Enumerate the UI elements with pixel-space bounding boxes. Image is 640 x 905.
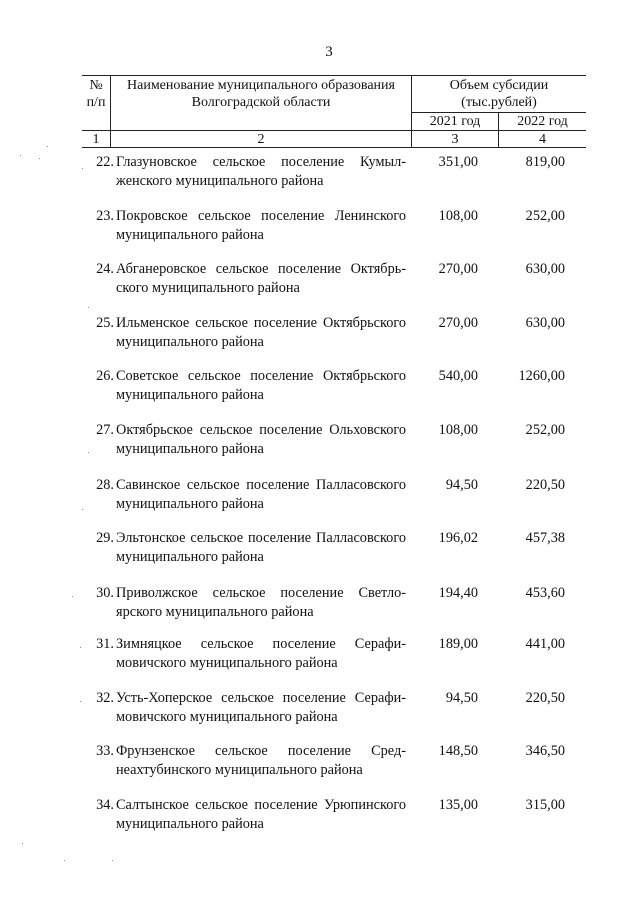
municipality-name xyxy=(116,153,406,191)
table-header xyxy=(82,75,586,147)
subsidy-2021: 189,00 xyxy=(438,636,478,653)
subsidy-2021: 94,50 xyxy=(445,476,478,493)
row-number: 27. xyxy=(96,422,114,438)
subsidy-2021: 108,00 xyxy=(438,422,478,438)
municipality-name-line1: Советское сельское поселение Октябрьского xyxy=(116,368,406,385)
subsidy-2022: 315,00 xyxy=(525,796,565,813)
row-number: 24. xyxy=(96,261,114,278)
municipality-name xyxy=(116,314,406,352)
subsidy-2022: 220,50 xyxy=(525,476,565,493)
subsidy-2022: 630,00 xyxy=(525,261,565,278)
subsidy-2022: 252,00 xyxy=(525,422,565,438)
row-number: 33. xyxy=(96,743,114,760)
subsidy-2021: 94,50 xyxy=(445,689,478,706)
page-number: 3 xyxy=(325,44,333,60)
row-number: 22. xyxy=(96,154,114,170)
scan-speck xyxy=(82,168,83,169)
municipality-name-line1: Абганеровское сельское поселение Октябрь- xyxy=(116,261,406,278)
municipality-name xyxy=(116,260,406,298)
table-row xyxy=(82,635,586,689)
subsidy-2021: 148,50 xyxy=(438,743,478,760)
header-col-name-line1: Наименование муниципального образования xyxy=(127,78,395,93)
scan-speck xyxy=(20,155,21,156)
row-number: 23. xyxy=(96,207,114,224)
subsidy-2022: 1260,00 xyxy=(518,368,565,385)
municipality-name-line1: Салтынское сельское поселение Урюпинского xyxy=(116,796,406,813)
column-number-2: 2 xyxy=(257,132,265,147)
table-row xyxy=(82,314,586,368)
municipality-name-line1: Октябрьское сельское поселение Ольховского xyxy=(116,422,406,438)
table-row xyxy=(82,689,586,743)
column-number-1: 1 xyxy=(92,132,100,147)
scan-speck xyxy=(88,452,89,453)
table-top-border xyxy=(82,75,586,76)
header-col-num-line2: п/п xyxy=(86,95,106,110)
municipality-name xyxy=(116,742,406,780)
subsidy-2022: 346,50 xyxy=(525,743,565,760)
table-row xyxy=(82,367,586,421)
table-row xyxy=(82,796,586,850)
municipality-name-line1: Эльтонское сельское поселение Палласовского xyxy=(116,530,406,547)
header-col-subsidy-line2: (тыс.рублей) xyxy=(461,95,537,110)
municipality-name-line2: ярского муниципального района xyxy=(116,603,314,620)
subsidy-2021: 194,40 xyxy=(438,584,478,601)
table-row xyxy=(82,742,586,796)
column-number-3: 3 xyxy=(451,132,459,147)
municipality-name xyxy=(116,367,406,405)
subsidy-2022: 453,60 xyxy=(525,584,565,601)
header-col-subsidy-line1: Объем субсидии xyxy=(449,78,549,93)
municipality-name-line2: муниципального района xyxy=(116,333,264,350)
municipality-name-line1: Покровское сельское поселение Ленинского xyxy=(116,207,406,224)
municipality-name xyxy=(116,421,406,459)
row-number: 32. xyxy=(96,689,114,706)
municipality-name-line1: Зимняцкое сельское поселение Серафи- xyxy=(116,636,406,653)
table-row xyxy=(82,529,586,583)
municipality-name-line1: Усть-Хоперское сельское поселение Серафи- xyxy=(116,689,406,706)
subsidy-2022: 819,00 xyxy=(525,154,565,170)
municipality-name xyxy=(116,529,406,567)
table-row xyxy=(82,153,586,207)
subsidy-2021: 270,00 xyxy=(438,314,478,331)
scan-speck xyxy=(80,701,81,702)
scan-speck xyxy=(72,596,73,597)
subsidy-2021: 135,00 xyxy=(438,796,478,813)
municipality-name xyxy=(116,476,406,514)
subsidy-2022: 457,38 xyxy=(525,530,565,547)
column-number-4: 4 xyxy=(539,132,546,147)
subsidy-2021: 108,00 xyxy=(438,207,478,224)
row-number: 28. xyxy=(96,476,114,493)
municipality-name-line2: женского муниципального района xyxy=(116,173,324,189)
row-number: 25. xyxy=(96,314,114,331)
municipality-name xyxy=(116,796,406,834)
scan-speck xyxy=(88,307,89,308)
municipality-name-line2: неахтубинского муниципального района xyxy=(116,762,363,779)
header-col-name-line2: Волгоградской области xyxy=(191,95,331,110)
header-col-2022: 2022 год xyxy=(517,114,568,129)
row-number: 30. xyxy=(96,584,114,601)
scan-speck xyxy=(39,158,40,159)
header-col-name xyxy=(111,77,411,111)
subsidy-2022: 220,50 xyxy=(525,689,565,706)
row-number: 34. xyxy=(96,796,114,813)
scan-speck xyxy=(22,843,23,844)
subsidy-2022: 252,00 xyxy=(525,207,565,224)
municipality-name-line1: Приволжское сельское поселение Светло- xyxy=(116,584,406,601)
subsidy-2022: 630,00 xyxy=(525,314,565,331)
table-row xyxy=(82,584,586,638)
subsidy-2021: 351,00 xyxy=(438,154,478,170)
municipality-name-line2: муниципального района xyxy=(116,549,264,566)
municipality-name xyxy=(116,635,406,673)
subsidy-2021: 270,00 xyxy=(438,261,478,278)
row-number: 26. xyxy=(96,368,114,385)
municipality-name-line1: Фрунзенское сельское поселение Сред- xyxy=(116,743,406,760)
municipality-name-line2: муниципального района xyxy=(116,441,264,457)
table-row xyxy=(82,421,586,475)
municipality-name-line2: муниципального района xyxy=(116,815,264,832)
municipality-name xyxy=(116,689,406,727)
row-number: 31. xyxy=(96,636,114,653)
header-col-subsidy xyxy=(412,77,586,111)
header-col-num xyxy=(82,77,110,111)
row-number: 29. xyxy=(96,530,114,547)
municipality-name-line2: муниципального района xyxy=(116,495,264,512)
table-row xyxy=(82,260,586,314)
scan-speck xyxy=(112,860,113,861)
subsidy-2022: 441,00 xyxy=(525,636,565,653)
subsidy-2021: 196,02 xyxy=(438,530,478,547)
municipality-name xyxy=(116,584,406,622)
scan-speck xyxy=(82,509,83,510)
municipality-name-line2: мовичского муниципального района xyxy=(116,708,338,725)
municipality-name-line1: Савинское сельское поселение Палласовского xyxy=(116,476,406,493)
scan-speck xyxy=(80,647,81,648)
table-row xyxy=(82,476,586,530)
municipality-name-line2: мовичского муниципального района xyxy=(116,655,338,672)
scan-speck xyxy=(47,146,48,147)
municipality-name-line1: Ильменское сельское поселение Октябрьского xyxy=(116,314,406,331)
municipality-name-line1: Глазуновское сельское поселение Кумыл- xyxy=(116,154,406,170)
municipality-name-line2: ского муниципального района xyxy=(116,280,300,297)
header-col-num-line1: № xyxy=(89,78,103,93)
table-row xyxy=(82,207,586,261)
header-col-2021: 2021 год xyxy=(429,114,481,129)
subsidy-2021: 540,00 xyxy=(438,368,478,385)
municipality-name-line2: муниципального района xyxy=(116,387,264,404)
scan-speck xyxy=(64,860,65,861)
municipality-name xyxy=(116,207,406,245)
municipality-name-line2: муниципального района xyxy=(116,226,264,243)
